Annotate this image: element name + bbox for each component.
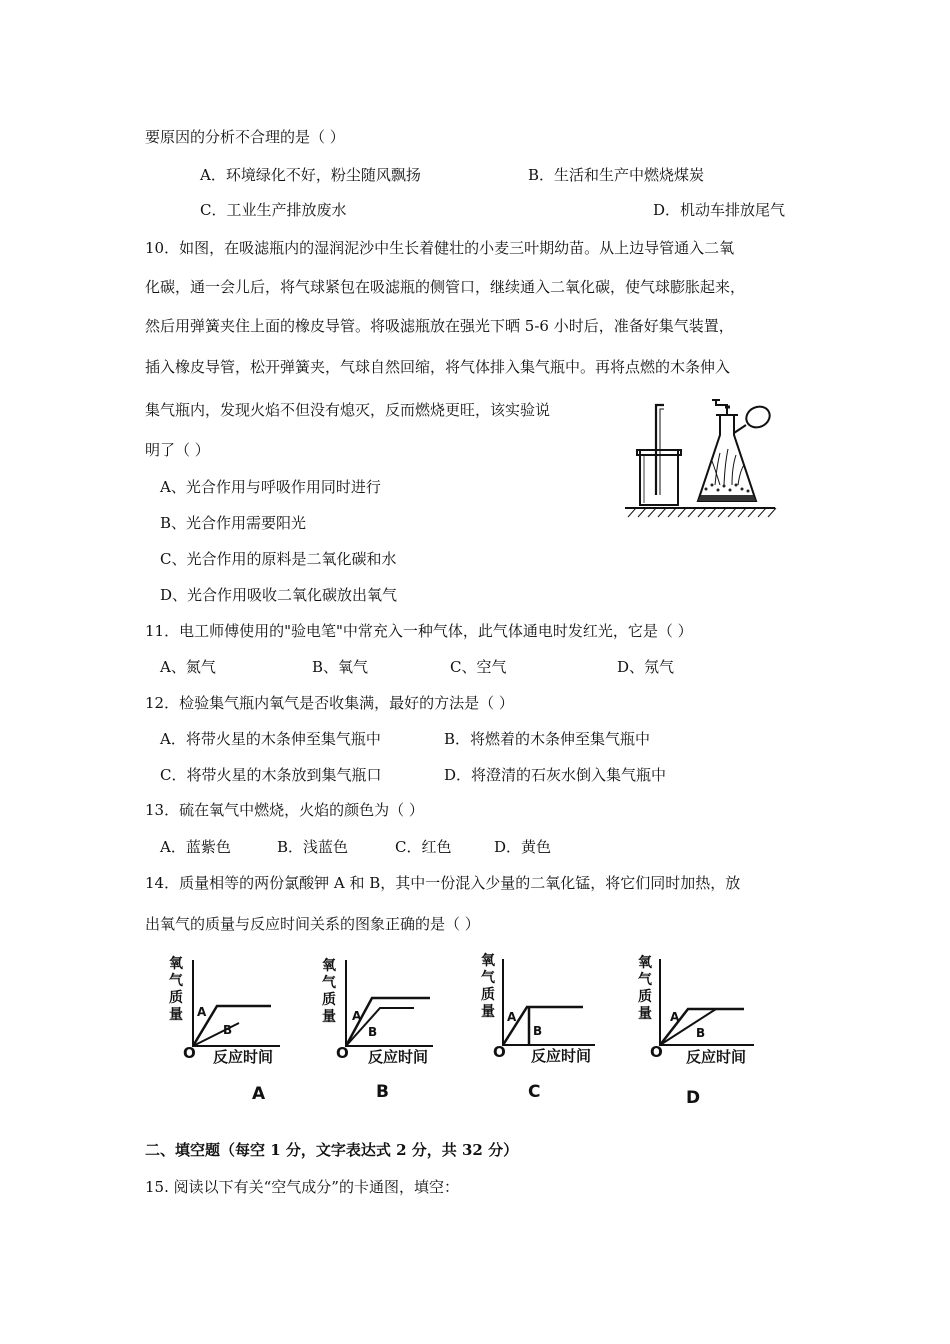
q12-option-b: B．将燃着的木条伸至集气瓶中 <box>444 730 651 748</box>
graph-c-origin: O <box>493 1043 506 1061</box>
q11-option-c: C、空气 <box>450 658 507 676</box>
q10-line-3: 然后用弹簧夹住上面的橡皮导管。将吸滤瓶放在强光下晒 5-6 小时后，准备好集气装置， <box>145 317 734 335</box>
graph-b-origin: O <box>336 1044 349 1062</box>
q10-line-5: 集气瓶内，发现火焰不但没有熄灭，反而燃烧更旺，该实验说 <box>145 401 551 419</box>
section-2-title: 二、填空题（每空 1 分，文字表达式 2 分，共 32 分） <box>145 1141 519 1159</box>
q13-option-d: D．黄色 <box>494 838 552 856</box>
q9-option-d: D．机动车排放尾气 <box>653 201 786 219</box>
q9-stem-tail: 要原因的分析不合理的是（ ） <box>145 128 345 146</box>
graph-a-origin: O <box>183 1044 196 1062</box>
graph-a-ylabel-1: 氧 <box>169 956 183 972</box>
graph-a-ylabel-4: 量 <box>169 1007 183 1023</box>
graph-d-xlabel: 反应时间 <box>686 1048 747 1066</box>
graph-b-caption: B <box>376 1082 389 1102</box>
graph-c-ylabel-2: 气 <box>481 970 495 986</box>
graph-d-ylabel-4: 量 <box>638 1006 652 1022</box>
graph-a <box>165 950 295 1070</box>
graph-d-ylabel-3: 质 <box>638 989 652 1005</box>
graph-b-curve-b-label: B <box>368 1025 378 1039</box>
graph-a-curve-b-label: B <box>223 1023 233 1037</box>
q12-stem: 12．检验集气瓶内氧气是否收集满，最好的方法是（ ） <box>145 694 514 712</box>
q10-option-c: C、光合作用的原料是二氧化碳和水 <box>160 550 397 568</box>
graph-c-ylabel-3: 质 <box>481 987 495 1003</box>
graph-a-curve-a-label: A <box>197 1005 207 1019</box>
q13-stem: 13．硫在氧气中燃烧，火焰的颜色为（ ） <box>145 801 424 819</box>
q11-option-a: A、氮气 <box>160 658 216 676</box>
q10-line-2: 化碳，通一会儿后，将气球紧包在吸滤瓶的侧管口，继续通入二氧化碳，使气球膨胀起来， <box>145 278 746 296</box>
q10-line-4: 插入橡皮导管，松开弹簧夹，气球自然回缩，将气体排入集气瓶中。再将点燃的木条伸入 <box>145 358 731 376</box>
graph-a-xlabel: 反应时间 <box>213 1048 274 1066</box>
graph-a-ylabel-3: 质 <box>169 990 183 1006</box>
graph-d-ylabel-1: 氧 <box>638 955 652 971</box>
graph-c-ylabel-4: 量 <box>481 1004 495 1020</box>
q11-option-b: B、氧气 <box>312 658 369 676</box>
q9-option-a: A．环境绿化不好，粉尘随风飘扬 <box>200 166 421 184</box>
graph-c-xlabel: 反应时间 <box>531 1047 592 1065</box>
q14-line-1: 14．质量相等的两份氯酸钾 A 和 B，其中一份混入少量的二氧化锰，将它们同时加热，放 <box>145 874 741 892</box>
graph-b <box>318 950 448 1070</box>
q10-line-1: 10．如图，在吸滤瓶内的湿润泥沙中生长着健壮的小麦三叶期幼苗。从上边导管通入二氧 <box>145 239 735 257</box>
graph-b-ylabel-1: 氧 <box>322 958 336 974</box>
graph-d-ylabel-2: 气 <box>638 972 652 988</box>
graph-a-caption: A <box>252 1084 266 1104</box>
q13-option-b: B．浅蓝色 <box>277 838 349 856</box>
q11-stem: 11．电工师傅使用的"验电笔"中常充入一种气体，此气体通电时发红光，它是（ ） <box>145 622 693 640</box>
graph-c-curve-a-label: A <box>507 1010 517 1024</box>
graph-d <box>632 945 762 1065</box>
graph-d-curve-a-label: A <box>670 1010 680 1024</box>
q14-line-2: 出氧气的质量与反应时间关系的图象正确的是（ ） <box>145 915 480 933</box>
q10-option-d: D、光合作用吸收二氧化碳放出氧气 <box>160 586 398 604</box>
q15-stem: 15. 阅读以下有关“空气成分”的卡通图，填空： <box>145 1178 459 1196</box>
graph-b-ylabel-2: 气 <box>322 975 336 991</box>
graph-b-xlabel: 反应时间 <box>368 1048 429 1066</box>
q10-option-b: B、光合作用需要阳光 <box>160 514 307 532</box>
q12-option-a: A．将带火星的木条伸至集气瓶中 <box>160 730 381 748</box>
q12-option-d: D．将澄清的石灰水倒入集气瓶中 <box>444 766 667 784</box>
apparatus-illustration <box>620 395 780 520</box>
graph-d-caption: D <box>686 1088 701 1108</box>
graph-b-ylabel-3: 质 <box>322 992 336 1008</box>
q10-option-a: A、光合作用与呼吸作用同时进行 <box>160 478 381 496</box>
graph-b-curve-a-label: A <box>352 1009 362 1023</box>
graph-d-origin: O <box>650 1043 663 1061</box>
q11-option-d: D、氖气 <box>617 658 675 676</box>
graph-c <box>475 945 605 1065</box>
q10-line-6: 明了（ ） <box>145 441 210 459</box>
graph-d-curve-b-label: B <box>696 1026 706 1040</box>
q13-option-a: A．蓝紫色 <box>160 838 231 856</box>
q12-option-c: C．将带火星的木条放到集气瓶口 <box>160 766 382 784</box>
graph-b-ylabel-4: 量 <box>322 1009 336 1025</box>
q9-option-b: B．生活和生产中燃烧煤炭 <box>528 166 705 184</box>
graph-c-curve-b-label: B <box>533 1024 543 1038</box>
graph-a-ylabel-2: 气 <box>169 973 183 989</box>
q13-option-c: C．红色 <box>395 838 452 856</box>
graph-c-ylabel-1: 氧 <box>481 953 495 969</box>
graph-c-caption: C <box>528 1082 541 1102</box>
q9-option-c: C．工业生产排放废水 <box>200 201 347 219</box>
